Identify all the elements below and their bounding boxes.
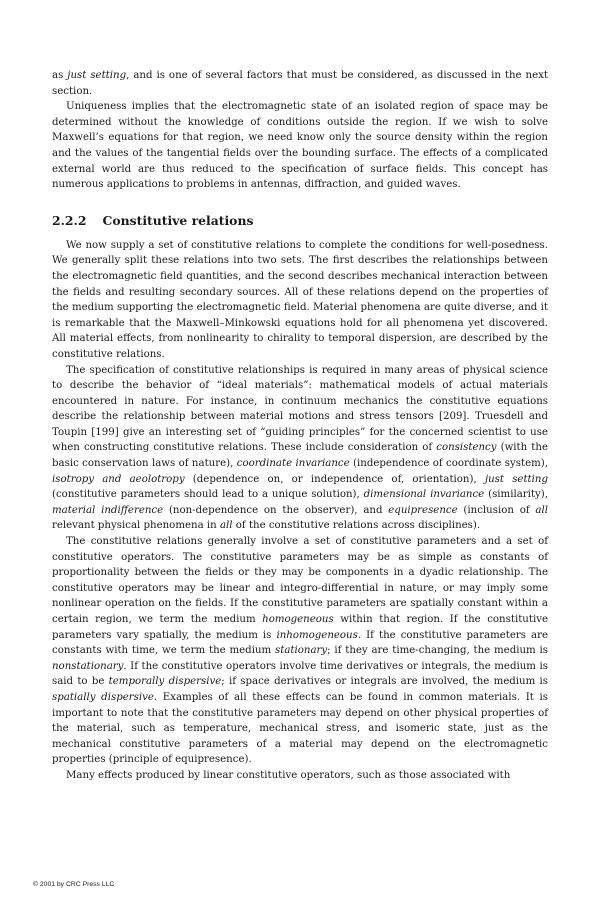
paragraph-text: ; if they are time-changing, the medium is xyxy=(327,645,548,657)
section-number: 2.2.2 xyxy=(52,212,87,228)
paragraph-text: (similarity), xyxy=(484,489,549,501)
paragraph-text: (independence of coordinate system), xyxy=(349,458,549,470)
paragraph-text: . If the constitutive parameters are constants with time, we term the medium xyxy=(52,629,548,657)
emphasis-text: just setting xyxy=(67,70,127,81)
paragraph xyxy=(52,238,548,363)
page-body xyxy=(52,68,548,784)
paragraph-text: The constitutive relations generally involve a set of constitutive parameters and a set of constitutive operators. The constitutive parameters may be as simple as constants of proportionality between the fields or they may be components in a dyadic relationship. The constitutive operators may be linear and integro-differential in nature, or may imply some nonlinear operation on the fields. If the constitutive parameters are spatially constant within a certain region, we term the medium xyxy=(52,536,548,625)
emphasis-text: coordinate invariance xyxy=(236,458,350,470)
emphasis-text: equipresence xyxy=(388,504,458,516)
paragraph-text: (constitutive parameters should lead to a unique solution), xyxy=(52,489,364,501)
emphasis-text: spatially dispersive xyxy=(52,691,154,703)
paragraph xyxy=(52,768,548,784)
paragraph-text: (dependence on, or independence of, orientation), xyxy=(184,473,485,485)
paragraph-text: ; if space derivatives or integrals are involved, the medium is xyxy=(221,676,549,688)
emphasis-text: consistency xyxy=(436,442,497,454)
emphasis-text: just setting xyxy=(484,473,548,485)
paragraph-text: of the constitutive relations across disciplines). xyxy=(232,520,481,532)
paragraph xyxy=(52,534,548,768)
paragraph-text: . If the constitutive operators involve time derivatives or integrals, the medium is said to be xyxy=(52,660,548,688)
section-heading xyxy=(52,213,548,229)
paragraph-text: (with the basic conservation laws of nature), xyxy=(52,442,548,470)
paragraph-text: We now supply a set of constitutive relations to complete the conditions for well-posedness. We generally split these relations into two sets. The first describes the relationships between the electromagnetic field quantities, and the second describes mechanical interaction between the fields and resulting secondary sources. All of these relations depend on the properties of the medium supporting the electromagnetic field. Material phenomena are quite diverse, and it is remarkable that the Maxwell–Minkowski equations hold for all phenomena yet discovered. All material effects, from nonlinearity to chirality to temporal dispersion, are described by the constitutive relations. xyxy=(52,239,548,360)
section-title: Constitutive relations xyxy=(102,212,254,228)
copyright-footer: © 2001 by CRC Press LLC xyxy=(33,881,115,888)
emphasis-text: temporally dispersive xyxy=(108,676,222,688)
emphasis-text: homogeneous xyxy=(262,614,334,625)
emphasis-text: stationary xyxy=(275,645,328,657)
paragraph xyxy=(52,68,548,99)
emphasis-text: isotropy and aeolotropy xyxy=(52,473,185,485)
paragraph-text: relevant physical phenomena in xyxy=(52,520,220,532)
paragraph-text: Uniqueness implies that the electromagnetic state of an isolated region of space may be determined without the knowledge of conditions outside the region. If we wish to solve Maxwell’s equations for that region, we need know only the source density within the region and the values of the tangential fields over the bounding surface. The effects of a complicated external world are thus reduced to the specification of surface fields. This concept has numerous applications to problems in antennas, diffraction, and guided waves. xyxy=(52,101,548,191)
emphasis-text: inhomogeneous xyxy=(276,629,358,641)
top-paragraphs xyxy=(52,68,548,193)
paragraph-text: The specification of constitutive relationships is required in many areas of physical science to describe the behavior of “ideal materials”: mathematical models of actual materials encountered in nature. For instance, in continuum mechanics the constitutive equations describe the relationship between material motions and stress tensors [209]. Truesdell and Toupin [199] give an interesting set of “guiding principles” for the concerned scientist to use when constructing constitutive relations. These include consideration of xyxy=(52,364,548,454)
paragraph-text: . Examples of all these effects can be found in common materials. It is important to note that the constitutive parameters may depend on other physical properties of the material, such as temperature, mechanical stress, and isomeric state, just as the mechanical constitutive parameters of a material may depend on the electromagnetic properties (principle of equipresence). xyxy=(52,691,548,766)
emphasis-text: all xyxy=(219,520,233,532)
emphasis-text: all xyxy=(535,504,548,516)
paragraph-text: as xyxy=(52,70,68,81)
emphasis-text: material indifference xyxy=(52,504,164,516)
paragraph-text: Many effects produced by linear constitutive operators, such as those associated with xyxy=(66,769,511,781)
paragraph xyxy=(52,363,548,535)
paragraph-text: , and is one of several factors that must be considered, as discussed in the next section. xyxy=(52,70,548,97)
paragraph-text: within that region. If the constitutive parameters vary spatially, the medium is xyxy=(52,614,548,641)
emphasis-text: dimensional invariance xyxy=(363,489,485,501)
section-paragraphs xyxy=(52,238,548,784)
paragraph-text: (non-dependence on the observer), and xyxy=(163,504,389,516)
emphasis-text: nonstationary xyxy=(52,660,124,672)
paragraph xyxy=(52,99,548,193)
paragraph-text: (inclusion of xyxy=(457,504,536,516)
